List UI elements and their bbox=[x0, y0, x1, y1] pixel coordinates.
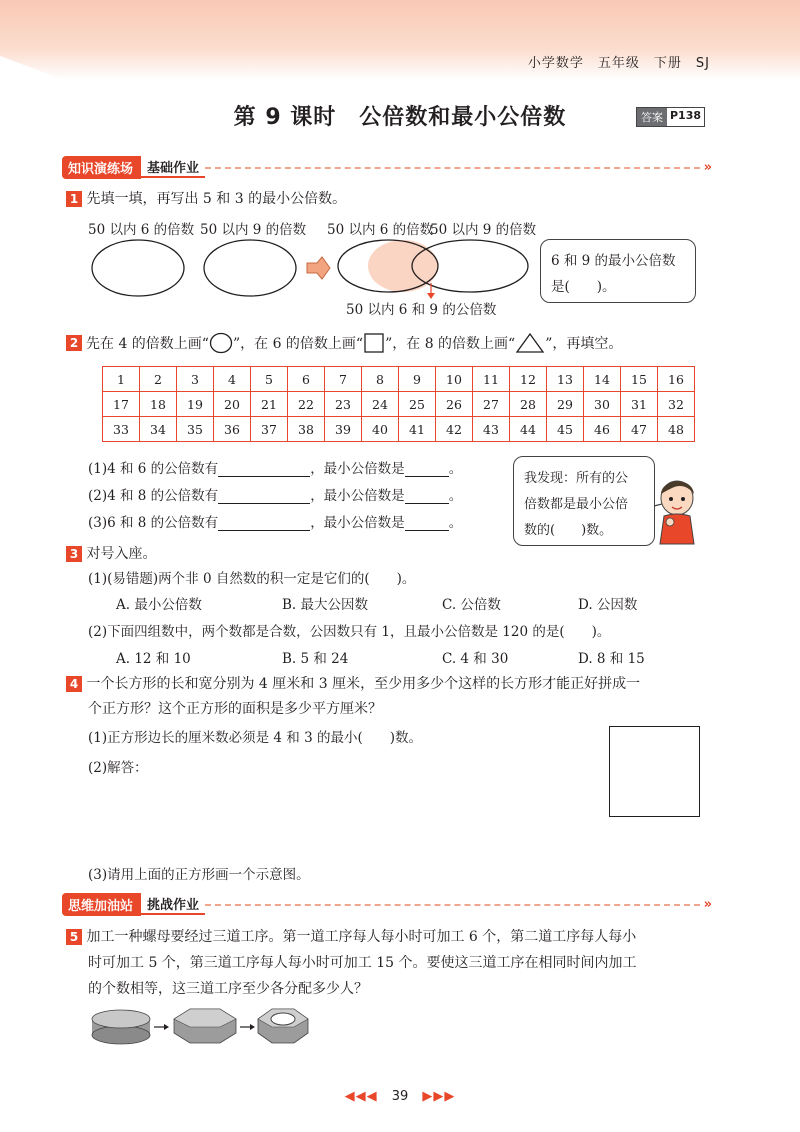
grid-cell[interactable]: 2 bbox=[140, 367, 177, 392]
q3-sub2: (2)下面四组数中，两个数都是合数，公因数只有 1，且最小公倍数是 120 的是( )。 bbox=[88, 624, 611, 640]
grid-cell[interactable]: 3 bbox=[177, 367, 214, 392]
grid-cell[interactable]: 24 bbox=[362, 392, 399, 417]
bubble-line1: 我发现：所有的公 bbox=[524, 471, 629, 486]
bubble-line3: 数的( )数。 bbox=[524, 523, 613, 538]
answer-box-line1: 6 和 9 的最小公倍数 bbox=[551, 253, 676, 269]
book-info: 小学数学 五年级 下册 SJ bbox=[527, 56, 710, 71]
grid-cell[interactable]: 28 bbox=[510, 392, 547, 417]
question-text-line1: 加工一种螺母要经过三道工序。第一道工序每人每小时可加工 6 个，第二道工序每人每小 bbox=[86, 929, 637, 945]
bubble-line2: 倍数都是最小公倍 bbox=[524, 497, 629, 512]
double-chevron-icon: » bbox=[703, 896, 712, 912]
grid-cell[interactable]: 9 bbox=[399, 367, 436, 392]
grid-cell[interactable]: 29 bbox=[547, 392, 584, 417]
grid-cell[interactable]: 17 bbox=[103, 392, 140, 417]
label-9-multiples: 50 以内 9 的倍数 bbox=[200, 222, 307, 238]
question-number: 2 bbox=[66, 335, 82, 351]
end-mark: 。 bbox=[448, 515, 463, 531]
page-footer bbox=[0, 1089, 800, 1104]
grid-cell[interactable]: 44 bbox=[510, 417, 547, 442]
answer-box-line2: 是( )。 bbox=[551, 279, 616, 295]
grid-cell[interactable]: 32 bbox=[658, 392, 695, 417]
circle-shape-icon bbox=[209, 332, 233, 354]
label-9-multiples-venn: 50 以内 9 的倍数 bbox=[430, 222, 537, 238]
discovery-speech-bubble bbox=[513, 456, 655, 546]
question-5-line3: 的个数相等，这三道工序至少各分配多少人？ bbox=[88, 981, 368, 997]
sub3-text-b: ，最小公倍数是 bbox=[310, 515, 405, 531]
arrow-head-icon bbox=[250, 1024, 255, 1030]
number-grid bbox=[102, 366, 695, 442]
end-mark: 。 bbox=[448, 488, 463, 504]
triangle-shape-icon bbox=[515, 332, 545, 354]
sub1-text-b: ，最小公倍数是 bbox=[310, 461, 405, 477]
section-divider bbox=[205, 167, 700, 169]
grid-cell[interactable]: 31 bbox=[621, 392, 658, 417]
question-5-line2: 时可加工 5 个，第三道工序每人每小时可加工 15 个。要使这三道工序在相同时间内加工 bbox=[88, 955, 637, 971]
grid-cell[interactable]: 38 bbox=[288, 417, 325, 442]
grid-cell[interactable]: 20 bbox=[214, 392, 251, 417]
grid-cell[interactable]: 11 bbox=[473, 367, 510, 392]
grid-cell[interactable]: 16 bbox=[658, 367, 695, 392]
q1-answer-box bbox=[540, 239, 696, 303]
q3-sub1: (1)(易错题)两个非 0 自然数的积一定是它们的( )。 bbox=[88, 571, 416, 587]
label-6-multiples-venn: 50 以内 6 的倍数 bbox=[327, 222, 434, 238]
q3-sub1-option-a[interactable]: A. 最小公倍数 bbox=[116, 597, 202, 613]
question-4 bbox=[66, 673, 640, 693]
question-number: 1 bbox=[66, 191, 82, 207]
sub2-text-b: ，最小公倍数是 bbox=[310, 488, 405, 504]
question-3 bbox=[66, 543, 156, 563]
arrow-right-icon bbox=[307, 257, 330, 279]
answer-page: P138 bbox=[670, 109, 702, 122]
q3-sub2-option-c[interactable]: C. 4 和 30 bbox=[442, 651, 509, 667]
grid-cell[interactable]: 19 bbox=[177, 392, 214, 417]
section-basic-header bbox=[62, 156, 712, 178]
next-page-arrows-icon: ▶▶▶ bbox=[422, 1089, 456, 1104]
question-text: 先填一填，再写出 5 和 3 的最小公倍数。 bbox=[86, 191, 347, 207]
sub1-text-a: (1)4 和 6 的公倍数有 bbox=[88, 461, 219, 477]
question-1 bbox=[66, 188, 346, 208]
question-text-line1: 一个长方形的长和宽分别为 4 厘米和 3 厘米，至少用多少个这样的长方形才能正好拼成一 bbox=[86, 676, 641, 692]
arrow-head-icon bbox=[164, 1024, 169, 1030]
double-chevron-icon: » bbox=[703, 159, 712, 175]
grid-cell[interactable]: 6 bbox=[288, 367, 325, 392]
question-text-part1: 先在 4 的倍数上画“ bbox=[86, 336, 209, 352]
metal-disc-icon bbox=[92, 1010, 150, 1044]
q4-sub1: (1)正方形边长的厘米数必须是 4 和 3 的最小( )数。 bbox=[88, 730, 422, 746]
blank-lcm-3[interactable] bbox=[405, 530, 449, 531]
q2-sub3 bbox=[88, 511, 462, 531]
prev-page-arrows-icon: ◀◀◀ bbox=[344, 1089, 378, 1104]
boy-cartoon-icon bbox=[652, 474, 702, 546]
grid-cell[interactable]: 37 bbox=[251, 417, 288, 442]
section-challenge-header bbox=[62, 893, 712, 915]
oval-9-multiples bbox=[204, 240, 296, 296]
square-shape-icon bbox=[363, 332, 385, 354]
label-6-multiples: 50 以内 6 的倍数 bbox=[88, 222, 195, 238]
grid-cell[interactable]: 39 bbox=[325, 417, 362, 442]
blank-common-multiples-1[interactable] bbox=[218, 476, 310, 477]
blank-common-multiples-3[interactable] bbox=[218, 530, 310, 531]
q4-sub3: (3)请用上面的正方形画一个示意图。 bbox=[88, 867, 310, 883]
q3-sub1-option-c[interactable]: C. 公倍数 bbox=[442, 597, 501, 613]
grid-row bbox=[103, 417, 695, 442]
grid-cell[interactable]: 40 bbox=[362, 417, 399, 442]
blank-lcm-2[interactable] bbox=[405, 503, 449, 504]
grid-cell[interactable]: 34 bbox=[140, 417, 177, 442]
grid-cell[interactable]: 1 bbox=[103, 367, 140, 392]
question-number: 3 bbox=[66, 546, 82, 562]
grid-cell[interactable]: 36 bbox=[214, 417, 251, 442]
answer-reference bbox=[636, 107, 705, 127]
grid-cell[interactable]: 22 bbox=[288, 392, 325, 417]
grid-cell[interactable]: 15 bbox=[621, 367, 658, 392]
blank-common-multiples-2[interactable] bbox=[218, 503, 310, 504]
grid-cell[interactable]: 23 bbox=[325, 392, 362, 417]
grid-row bbox=[103, 392, 695, 417]
question-text: 对号入座。 bbox=[86, 546, 157, 562]
section-subtitle: 挑战作业 bbox=[141, 894, 205, 915]
grid-cell[interactable]: 25 bbox=[399, 392, 436, 417]
grid-cell[interactable]: 42 bbox=[436, 417, 473, 442]
page-title: 第 9 课时 公倍数和最小公倍数 bbox=[233, 105, 567, 130]
grid-cell[interactable]: 41 bbox=[399, 417, 436, 442]
grid-cell[interactable]: 12 bbox=[510, 367, 547, 392]
section-subtitle: 基础作业 bbox=[141, 157, 205, 178]
question-text-part2: ”，在 6 的倍数上画“ bbox=[232, 336, 364, 352]
blank-lcm-1[interactable] bbox=[405, 476, 449, 477]
grid-cell[interactable]: 48 bbox=[658, 417, 695, 442]
grid-cell[interactable]: 4 bbox=[214, 367, 251, 392]
question-2 bbox=[66, 332, 622, 354]
sub2-text-a: (2)4 和 8 的公倍数有 bbox=[88, 488, 219, 504]
grid-cell[interactable]: 30 bbox=[584, 392, 621, 417]
grid-cell[interactable]: 18 bbox=[140, 392, 177, 417]
grid-cell[interactable]: 27 bbox=[473, 392, 510, 417]
grid-cell[interactable]: 10 bbox=[436, 367, 473, 392]
q3-sub1-option-d[interactable]: D. 公因数 bbox=[578, 597, 638, 613]
section-tag: 思维加油站 bbox=[62, 893, 141, 916]
grid-cell[interactable]: 46 bbox=[584, 417, 621, 442]
grid-cell[interactable]: 45 bbox=[547, 417, 584, 442]
question-text-part3: ”，在 8 的倍数上画“ bbox=[385, 336, 516, 352]
oval-6-multiples bbox=[92, 240, 184, 296]
q3-sub2-option-a[interactable]: A. 12 和 10 bbox=[116, 651, 191, 667]
section-tag: 知识演练场 bbox=[62, 156, 141, 179]
q3-sub1-option-b[interactable]: B. 最大公因数 bbox=[282, 597, 369, 613]
label-common-multiples: 50 以内 6 和 9 的公倍数 bbox=[346, 302, 497, 318]
q2-sub2 bbox=[88, 484, 462, 504]
drawing-square-area[interactable] bbox=[609, 726, 700, 817]
grid-cell[interactable]: 5 bbox=[251, 367, 288, 392]
nut-process-illustration bbox=[90, 1005, 310, 1049]
grid-cell[interactable]: 33 bbox=[103, 417, 140, 442]
question-number: 5 bbox=[66, 929, 82, 945]
question-5 bbox=[66, 926, 636, 946]
hexagon-blank-icon bbox=[174, 1009, 236, 1043]
grid-cell[interactable]: 47 bbox=[621, 417, 658, 442]
grid-cell[interactable]: 26 bbox=[436, 392, 473, 417]
hex-nut-icon bbox=[258, 1009, 308, 1043]
question-4-line2: 个正方形？这个正方形的面积是多少平方厘米？ bbox=[88, 701, 382, 717]
grid-cell[interactable]: 7 bbox=[325, 367, 362, 392]
grid-cell[interactable]: 35 bbox=[177, 417, 214, 442]
end-mark: 。 bbox=[448, 461, 463, 477]
grid-cell[interactable]: 43 bbox=[473, 417, 510, 442]
q4-sub2: (2)解答： bbox=[88, 760, 148, 776]
grid-cell[interactable]: 21 bbox=[251, 392, 288, 417]
question-text-part4: ”，再填空。 bbox=[545, 336, 623, 352]
question-number: 4 bbox=[66, 676, 82, 692]
sub3-text-a: (3)6 和 8 的公倍数有 bbox=[88, 515, 219, 531]
section-divider bbox=[205, 904, 700, 906]
grid-cell[interactable]: 14 bbox=[584, 367, 621, 392]
page-number: 39 bbox=[391, 1089, 409, 1104]
grid-cell[interactable]: 13 bbox=[547, 367, 584, 392]
q2-sub1 bbox=[88, 457, 462, 477]
q3-sub2-option-d[interactable]: D. 8 和 15 bbox=[578, 651, 645, 667]
grid-cell[interactable]: 8 bbox=[362, 367, 399, 392]
grid-row bbox=[103, 367, 695, 392]
q3-sub2-option-b[interactable]: B. 5 和 24 bbox=[282, 651, 349, 667]
answer-label: 答案 bbox=[637, 108, 667, 126]
